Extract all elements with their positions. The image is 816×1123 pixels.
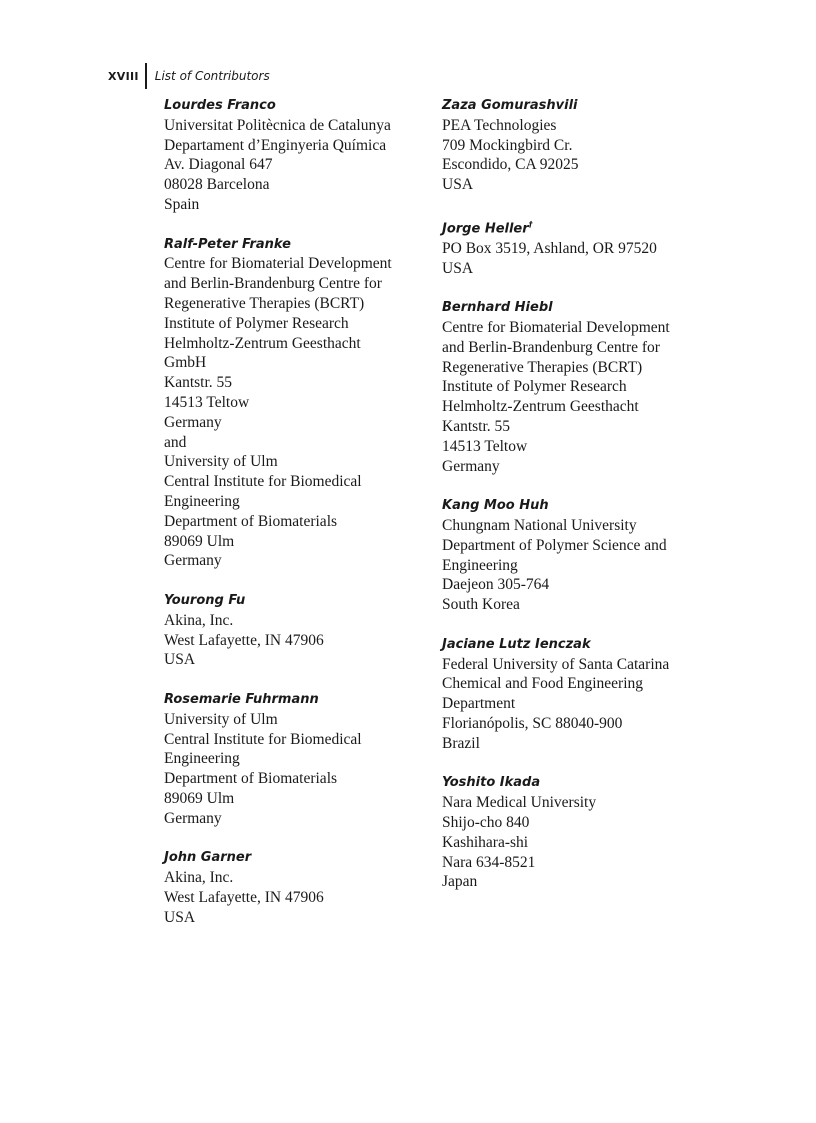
contributor-name [164, 848, 434, 868]
contributor-entry [442, 215, 712, 279]
affiliation-line: Regenerative Therapies (BCRT) [164, 294, 365, 312]
contributor-name [442, 298, 712, 318]
affiliation-line: USA [164, 908, 196, 926]
affiliation-line: Department [442, 695, 516, 713]
contributor-name-text: Rosemarie Fuhrmann [164, 691, 319, 707]
affiliation-line: Engineering [164, 750, 240, 768]
affiliation-line: Shijo-cho 840 [442, 814, 530, 832]
contributor-entry [164, 96, 434, 215]
affiliation-line: Engineering [164, 492, 240, 510]
contributor-entry [442, 96, 712, 195]
affiliation-line: Universitat Politècnica de Catalunya [164, 116, 391, 134]
contributor-name-text: Lourdes Franco [164, 98, 276, 113]
affiliation-line: Chemical and Food Engineering [442, 675, 644, 693]
contributor-entry [442, 773, 712, 892]
affiliation-line: Av. Diagonal 647 [164, 156, 273, 174]
contributor-name-text: Jaciane Lutz Ienczak [442, 636, 591, 652]
affiliation-line: Central Institute for Biomedical [164, 730, 362, 748]
affiliation-line: and [164, 433, 187, 451]
affiliation-line: PEA Technologies [442, 116, 557, 134]
contributor-entry [164, 848, 434, 927]
contributor-name [164, 690, 434, 710]
contributor-entry [164, 235, 434, 572]
running-title: List of Contributors [154, 69, 270, 83]
affiliation-line: 709 Mockingbird Cr. [442, 136, 573, 154]
contributor-name-text: Yourong Fu [164, 592, 246, 608]
contributor-name-text: John Garner [164, 850, 252, 866]
affiliation-line: Germany [164, 809, 222, 827]
affiliation-line: 89069 Ulm [164, 789, 235, 807]
affiliation-line: Kashihara-shi [442, 833, 529, 851]
contributor-name [442, 635, 712, 655]
affiliation-line: Nara Medical University [442, 794, 597, 812]
contributor-name-text: Ralf-Peter Franke [164, 236, 291, 252]
affiliation-line: USA [164, 651, 196, 669]
affiliation-line: Departament d’Enginyeria Química [164, 136, 387, 154]
contributor-entry [164, 690, 434, 829]
affiliation-line: Centre for Biomaterial Development [164, 255, 392, 273]
affiliation-line: Escondido, CA 92025 [442, 156, 579, 174]
affiliation-line: Germany [164, 552, 222, 570]
contributor-name [442, 215, 712, 239]
affiliation-line: Akina, Inc. [164, 869, 234, 887]
affiliation-line: South Korea [442, 596, 520, 614]
affiliation-line: Chungnam National University [442, 517, 637, 535]
affiliation-line: Kantstr. 55 [442, 418, 511, 436]
contributors-column-left [164, 96, 434, 947]
running-header [108, 62, 270, 90]
affiliation-line: Brazil [442, 734, 480, 752]
affiliation-line: 08028 Barcelona [164, 176, 270, 194]
contributor-name [442, 96, 712, 116]
affiliation-line: Spain [164, 195, 200, 213]
affiliation-line: Engineering [442, 556, 518, 574]
affiliation-line: Central Institute for Biomedical [164, 473, 362, 491]
affiliation-line: GmbH [164, 354, 207, 372]
affiliation-line: Japan [442, 873, 478, 891]
affiliation-line: Institute of Polymer Research [164, 314, 349, 332]
contributor-name [164, 591, 434, 611]
contributor-name-text: Jorge Heller [442, 221, 529, 237]
affiliation-line: West Lafayette, IN 47906 [164, 888, 324, 906]
affiliation-line: 89069 Ulm [164, 532, 235, 550]
affiliation-line: USA [442, 176, 474, 194]
contributor-name [442, 773, 712, 793]
contributor-entry [442, 635, 712, 754]
affiliation-line: Helmholtz-Zentrum Geesthacht [164, 334, 361, 352]
affiliation-line: Department of Polymer Science and [442, 536, 667, 554]
affiliation-line: Nara 634-8521 [442, 853, 536, 871]
affiliation-line: 14513 Teltow [164, 393, 250, 411]
deceased-mark: † [528, 219, 533, 229]
affiliation-line: Akina, Inc. [164, 611, 234, 629]
affiliation-line: Department of Biomaterials [164, 512, 338, 530]
affiliation-line: and Berlin-Brandenburg Centre for [442, 338, 660, 356]
contributor-name-text: Zaza Gomurashvili [442, 98, 578, 113]
contributor-name-text: Bernhard Hiebl [442, 300, 553, 316]
contributor-name [442, 496, 712, 516]
affiliation-line: University of Ulm [164, 710, 278, 728]
contributor-name-text: Yoshito Ikada [442, 775, 541, 791]
affiliation-line: Florianópolis, SC 88040-900 [442, 715, 623, 733]
affiliation-line: West Lafayette, IN 47906 [164, 631, 324, 649]
affiliation-line: Germany [442, 457, 500, 475]
affiliation-line: 14513 Teltow [442, 437, 528, 455]
contributors-column-right [442, 96, 712, 912]
contributor-entry [164, 591, 434, 670]
header-rule [145, 63, 147, 89]
contributor-name [164, 96, 434, 116]
affiliation-line: Regenerative Therapies (BCRT) [442, 358, 643, 376]
contributor-name-text: Kang Moo Huh [442, 498, 549, 514]
affiliation-line: USA [442, 259, 474, 277]
affiliation-line: Kantstr. 55 [164, 374, 233, 392]
affiliation-line: and Berlin-Brandenburg Centre for [164, 275, 382, 293]
affiliation-line: Centre for Biomaterial Development [442, 319, 670, 337]
affiliation-line: University of Ulm [164, 453, 278, 471]
affiliation-line: PO Box 3519, Ashland, OR 97520 [442, 239, 657, 257]
contributor-name [164, 235, 434, 255]
contributor-entry [442, 298, 712, 476]
affiliation-line: Helmholtz-Zentrum Geesthacht [442, 398, 639, 416]
affiliation-line: Department of Biomaterials [164, 770, 338, 788]
affiliation-line: Daejeon 305-764 [442, 576, 550, 594]
contributor-entry [442, 496, 712, 615]
affiliation-line: Institute of Polymer Research [442, 378, 627, 396]
page-number: XVIII [108, 69, 139, 83]
affiliation-line: Germany [164, 413, 222, 431]
affiliation-line: Federal University of Santa Catarina [442, 655, 670, 673]
